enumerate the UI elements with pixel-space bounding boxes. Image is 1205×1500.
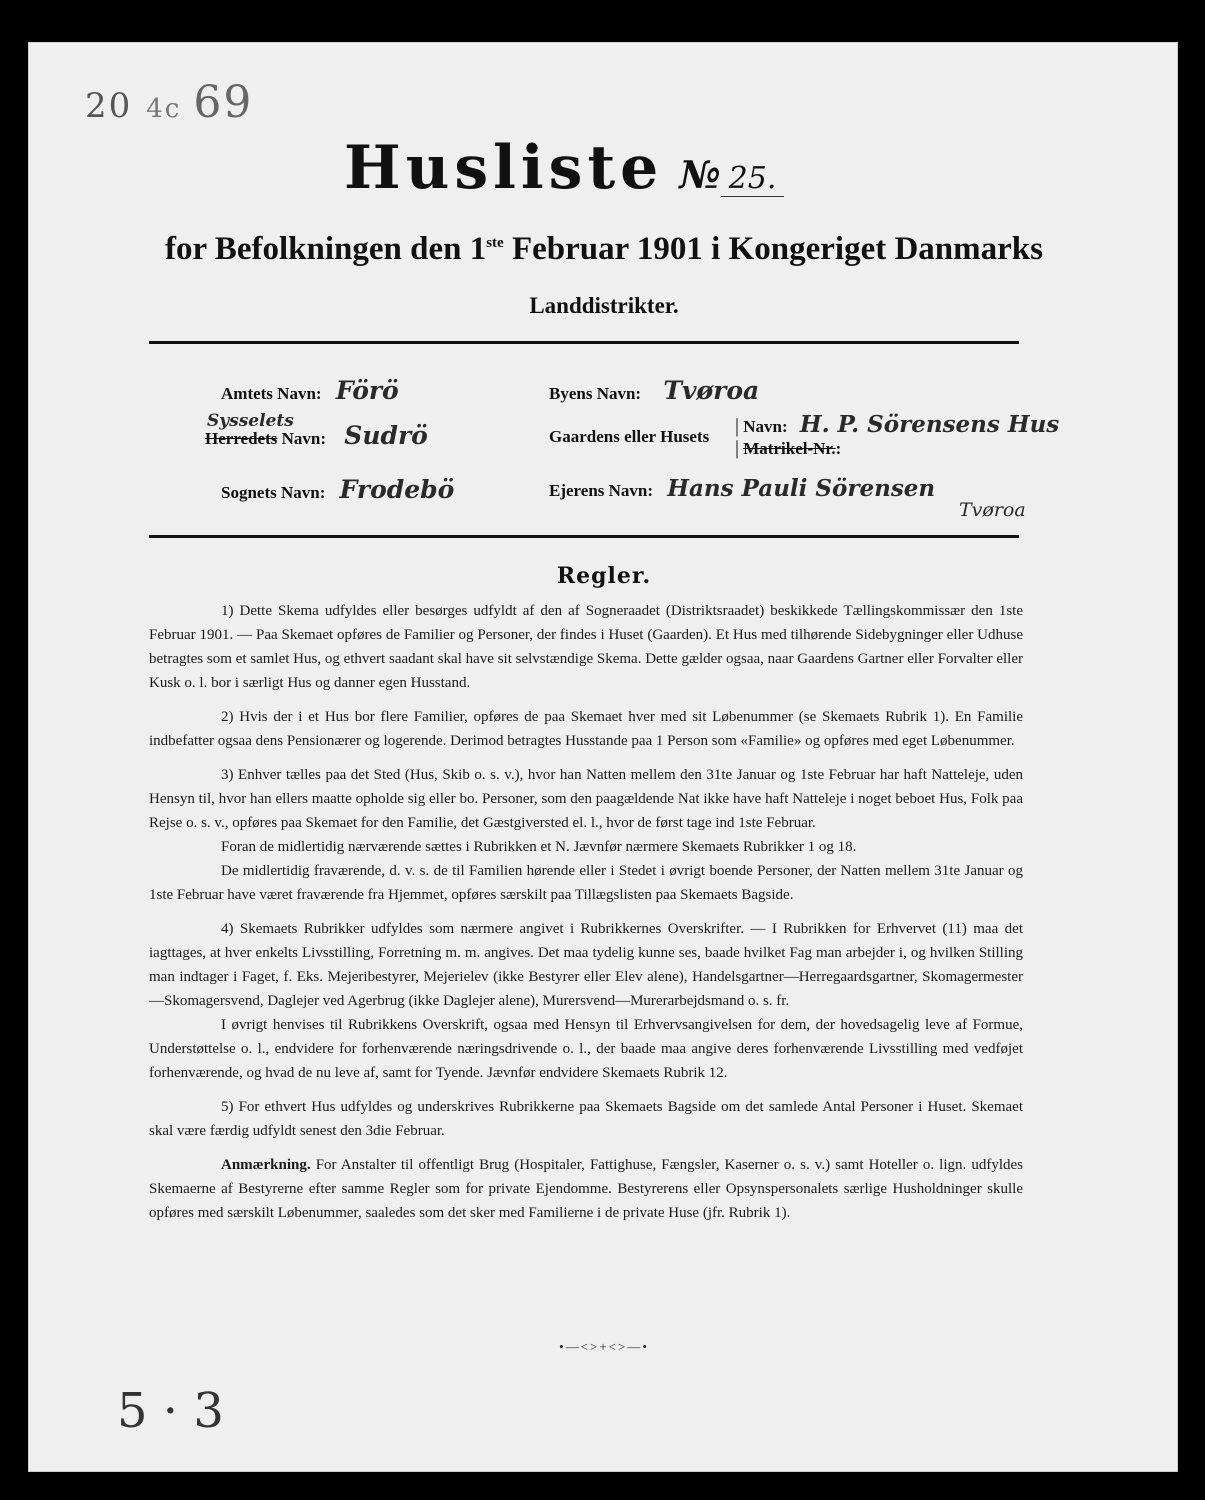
herred-value: Sudrö: [344, 421, 428, 450]
by-label: Byens Navn:: [549, 384, 642, 403]
bottom-handwritten-note: 5 · 3: [117, 1383, 224, 1439]
note-lead: Anmærkning.: [221, 1157, 311, 1173]
sogn-field: [221, 475, 454, 504]
subtitle-part-b: Februar 1901 i Kongeriget Danmarks: [503, 231, 1043, 267]
subtitle-part-a: for Befolkningen den 1: [165, 231, 487, 267]
by-value: Tvøroa: [663, 376, 760, 405]
amt-value: Förö: [335, 376, 399, 405]
corner-number-b: 4c: [146, 94, 182, 124]
amt-field: [221, 376, 399, 405]
top-divider: [149, 341, 1019, 344]
corner-number-a: 20: [85, 86, 133, 126]
ejer-value: Hans Pauli Sörensen: [667, 475, 936, 502]
note-paragraph: [149, 1153, 1023, 1225]
amt-label: Amtets Navn:: [221, 384, 322, 403]
by-field: [549, 376, 759, 405]
number-label: №: [679, 152, 721, 197]
navn-value: H. P. Sörensens Hus: [799, 411, 1060, 438]
rule-2: 2) Hvis der i et Hus bor flere Familier, opføres de paa Skemaet hver med sit Løbenummer (se Skemaets Rubrik 1). En Familie indbefatter ogsaa dens Pensionærer og logerende. Derimod betragtes Husstande paa 1 Person som «Familie» og opføres med eget Løbenummer.: [149, 709, 1023, 749]
navn-field: | Navn: H. P. Sörensens Hus: [735, 411, 1060, 438]
rule-4b: I øvrigt henvises til Rubrikkens Overskrift, ogsaa med Hensyn til Erhvervsangivelsen for dem, der hovedsagelig leve af Formue, Understøttelse o. l., endvidere for forhenværende næringsdrivende o. l., der baade maa angive deres forhenværende Livsstilling med vedføjet forhenværende, og hvad de nu leve af, samt for Tyende. Jævnfør endvidere Skemaets Rubrik 12.: [149, 1017, 1023, 1081]
matrikel-colon: :: [835, 439, 842, 458]
gaard-label: Gaardens eller Husets: [549, 427, 710, 446]
census-form-page: [28, 42, 1178, 1472]
rules-title: Regler.: [556, 563, 652, 589]
rule-5: 5) For ethvert Hus udfyldes og underskrives Rubrikkerne paa Skemaets Bagside om det samlede Antal Personer i Huset. Skemaet skal være færdig udfyldt senest den 3die Februar.: [149, 1099, 1023, 1139]
herred-struck-label: Herredets: [205, 429, 278, 448]
herred-field: [205, 411, 428, 450]
page-title: [344, 133, 784, 203]
page-subtitle-2: Landdistrikter.: [529, 293, 679, 318]
rule-3: 3) Enhver tælles paa det Sted (Hus, Skib o. s. v.), hvor han Natten mellem den 31te Januar og 1ste Februar har haft Natteleje, uden Hensyn til, hvor han ellers maatte opholde sig eller bo. Personer, som den paagældende Nat ikke have haft Natteleje i noget beboet Hus, Folk paa Rejse o. s. v., opføres paa Skemaet for den Familie, det Gæstgiversted el. l., hvor de først tage ind 1ste Februar.: [149, 767, 1023, 831]
bottom-divider: [149, 535, 1019, 538]
navn-label: Navn:: [743, 417, 788, 436]
note-text: For Anstalter til offentligt Brug (Hospitaler, Fattighuse, Fængsler, Kaserner o. s. v.) samt Hoteller o. lign. udfyldes Skemaerne af Bestyrerne efter samme Regler som for private Ejendomme. Bestyrerens eller Opsynspersonalets særlige Husholdninger skulle opføres med særskilt Løbenummer, saaledes som det sker med Familierne i de private Huse (jfr. Rubrik 1).: [149, 1157, 1023, 1221]
ornament-divider: •—<>+<>—•: [559, 1339, 649, 1354]
matrikel-struck-label: Matrikel-Nr.: [743, 439, 836, 458]
title-text: Husliste: [344, 133, 664, 203]
rule-3b: Foran de midlertidig nærværende sættes i Rubrikken et N. Jævnfør nærmere Skemaets Rubrikker 1 og 18.: [221, 839, 857, 855]
rule-1: 1) Dette Skema udfyldes eller besørges udfyldt af den af Sogneraadet (Distriktsraadet) beskikkede Tællingskommissær den 1ste Februar 1901. — Paa Skemaet opføres de Familier og Personer, der findes i Huset (Gaarden). Et Hus med tilhørende Sidebygninger eller Udhuse betragtes som et samlet Hus, og ethvert saadant skal have sit selvstændige Skema. Dette gælder ogsaa, naar Gaardens Gartner eller Forvalter eller Kusk o. l. bor i særligt Hus og danner egen Husstand.: [149, 603, 1023, 691]
herred-handwritten: Sysselets: [207, 411, 294, 431]
ejer-field: [549, 475, 935, 502]
subtitle-sup: ste: [486, 235, 504, 251]
sogn-value: Frodebö: [339, 475, 455, 504]
matrikel-field: | Matrikel-Nr.:: [735, 437, 842, 459]
herred-label: Navn:: [277, 429, 327, 448]
ejer-value-2: Tvøroa: [959, 499, 1026, 521]
rules-body: [149, 599, 1023, 1235]
ejer-label: Ejerens Navn:: [549, 481, 654, 500]
corner-annotation: [85, 77, 253, 128]
page-subtitle: [29, 231, 1179, 268]
rule-3c: De midlertidig fraværende, d. v. s. de til Familien hørende eller i Stedet i øvrigt boende Personer, der Natten mellem 31te Januar og 1ste Februar have været fraværende fra Hjemmet, opføres særskilt paa Tillægslisten paa Skemaets Bagside.: [149, 863, 1023, 903]
rule-4: 4) Skemaets Rubrikker udfyldes som nærmere angivet i Rubrikkernes Overskrifter. — I Rubrikken for Erhvervet (11) maa det iagttages, at hver enkelts Livsstilling, Forretning m. m. angives. Det maa tydelig kunne ses, baade hvilket Fag man arbejder i, og hvilken Stilling man indtager i Faget, f. Eks. Mejeribestyrer, Mejerielev (ikke Bestyrer eller Elev alene), Handelsgartner—Herregaardsgartner, Skomagermester—Skomagersvend, Daglejer ved Agerbrug (ikke Daglejer alene), Murersvend—Murerarbejdsmand o. s. fr.: [149, 921, 1023, 1009]
list-number: [679, 152, 784, 197]
corner-number-c: 69: [193, 77, 254, 128]
number-value: 25.: [721, 161, 785, 197]
sogn-label: Sognets Navn:: [221, 483, 326, 502]
